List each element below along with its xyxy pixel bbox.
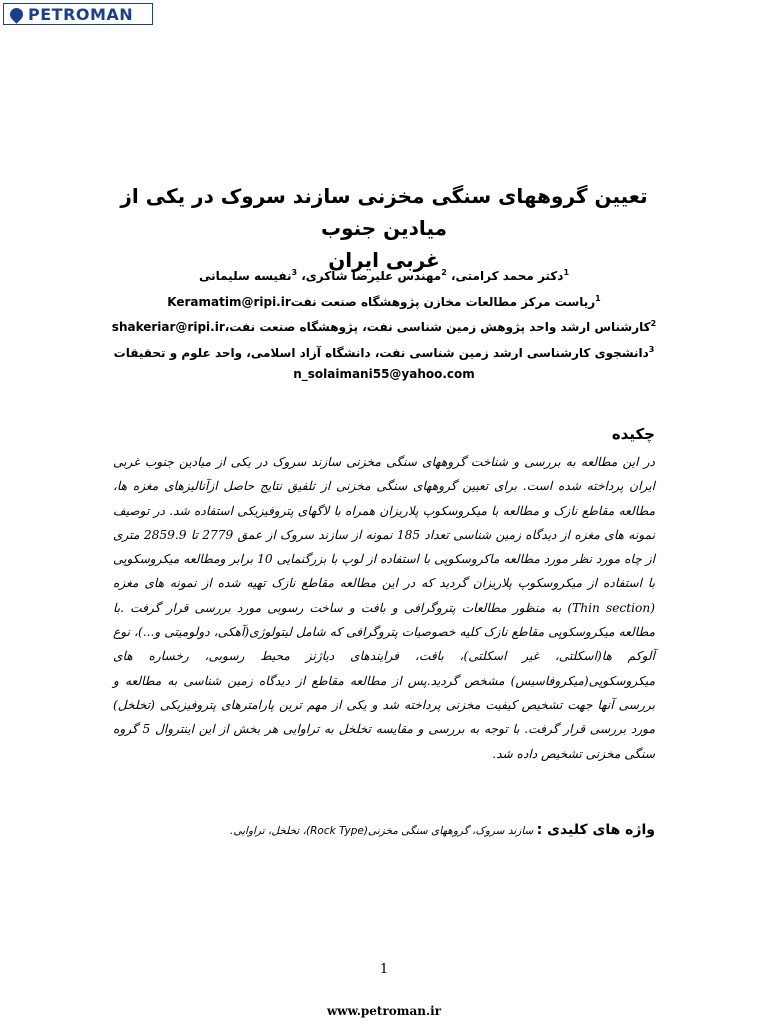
author-name: نفیسه سلیمانی <box>198 269 292 283</box>
footer-url[interactable]: www.petroman.ir <box>326 1004 442 1018</box>
author-sup: 2 <box>441 268 447 277</box>
affiliation-sup: 2 <box>650 319 657 328</box>
petroman-logo <box>3 3 153 25</box>
affiliation-1 <box>110 288 658 314</box>
affiliation-text: کارشناس ارشد واحد پژوهش زمین شناسی نفت، پژوهشگاه صنعت نفت، <box>224 320 651 334</box>
keywords-line <box>113 822 655 838</box>
oil-drop-icon <box>7 5 25 23</box>
logo-text: PETROMAN <box>28 4 134 24</box>
abstract-body: در این مطالعه به بررسی و شناخت گروههای سنگی مخزنی سازند سروک در یکی از میادین جنوب غربی ایران پرداخته شده است. برای تعیین گروههای سنگی مخزنی از تلفیق نتایج حاصل ازآنالیزهای مغزه ها، مطالعه مقاطع نازک و مطالعه با میکروسکوپ پلاریزان همراه با لاگهای پتروفیزیکی استفاده شد. در توصیف نمونه های مغزه از دیدگاه زمین شناسی تعداد 185 نمونه از سازند سروک از عمق 2779 تا 2859.9 متری از چاه مورد نظر مورد مطالعه ماکروسکوپی با استفاده از لوپ با بزرگنمایی 10 برابر ومطالعه میکروسکوپی با استفاده از میکروسکوپ پلاریزان گردید که در این مطالعه مقاطع نازک تهیه شده از نمونه های مغزه (Thin section) به منظور مطالعات پتروگرافی و بافت و ساخت رسوبی مورد بررسی قرار گرفت .با مطالعه میکروسکوپی مقاطع نازک کلیه خصوصیات پتروگرافی که شامل لیتولوژی(آهکی، دولومیتی و...)، نوع آلوکم ها(اسکلتی، غیر اسکلتی)، بافت، فرایندهای دیاژنز محیط رسوبی، رخساره های میکروسکوپی(میکروفاسیس) مشخص گردید.پس از مطالعه مقاطع از دیدگاه زمین شناسی به مطالعه و بررسی آنها جهت تشخیص کیفیت مخزنی پرداخته شد و یکی از مهم ترین پارامترهای پتروفیزیکی (تخلخل) مورد بررسی قرار گرفت. با توجه به بررسی و مقایسه تخلخل به تراوایی هر بخش از این اینتروال 5 گروه سنگی مخزنی تشخیص داده شد. <box>113 455 656 761</box>
affiliation-text: ریاست مرکز مطالعات مخازن پژوهشگاه صنعت نفت <box>290 294 596 309</box>
abstract-heading: چکیده <box>611 425 655 443</box>
affiliation-text: دانشجوی کارشناسی ارشد زمین شناسی نفت، دانشگاه آزاد اسلامی، واحد علوم و تحقیقات <box>113 345 649 360</box>
page-number: 1 <box>379 962 389 977</box>
author-sup: 1 <box>563 268 570 277</box>
affiliation-email[interactable]: Keramatim@ripi.ir <box>167 294 291 309</box>
affiliation-sup: 3 <box>648 344 655 354</box>
keywords-text: سازند سروک، گروههای سنگی مخزنی(Rock Type)، تخلخل، تراوایی. <box>230 825 537 837</box>
affiliation-sup: 1 <box>595 293 601 303</box>
author-name: مهندس علیرضا شاکری، <box>297 269 442 283</box>
keywords-label: واژه های کلیدی : <box>536 822 655 838</box>
affiliation-2 <box>110 313 658 339</box>
title-line-1: تعیین گروههای سنگی مخزنی سازند سروک در یکی از میادین جنوب <box>120 184 648 240</box>
author-sup: 3 <box>291 268 298 277</box>
author-name: دکتر محمد کرامتی، <box>446 269 564 283</box>
affiliation-3-email[interactable]: n_solaimani55@yahoo.com <box>293 367 475 381</box>
title-line-2: غربی ایران <box>328 248 440 272</box>
author-line <box>110 262 658 288</box>
affiliation-3 <box>110 339 658 365</box>
author-block <box>110 262 658 386</box>
affiliation-email[interactable]: shakeriar@ripi.ir <box>111 320 225 334</box>
